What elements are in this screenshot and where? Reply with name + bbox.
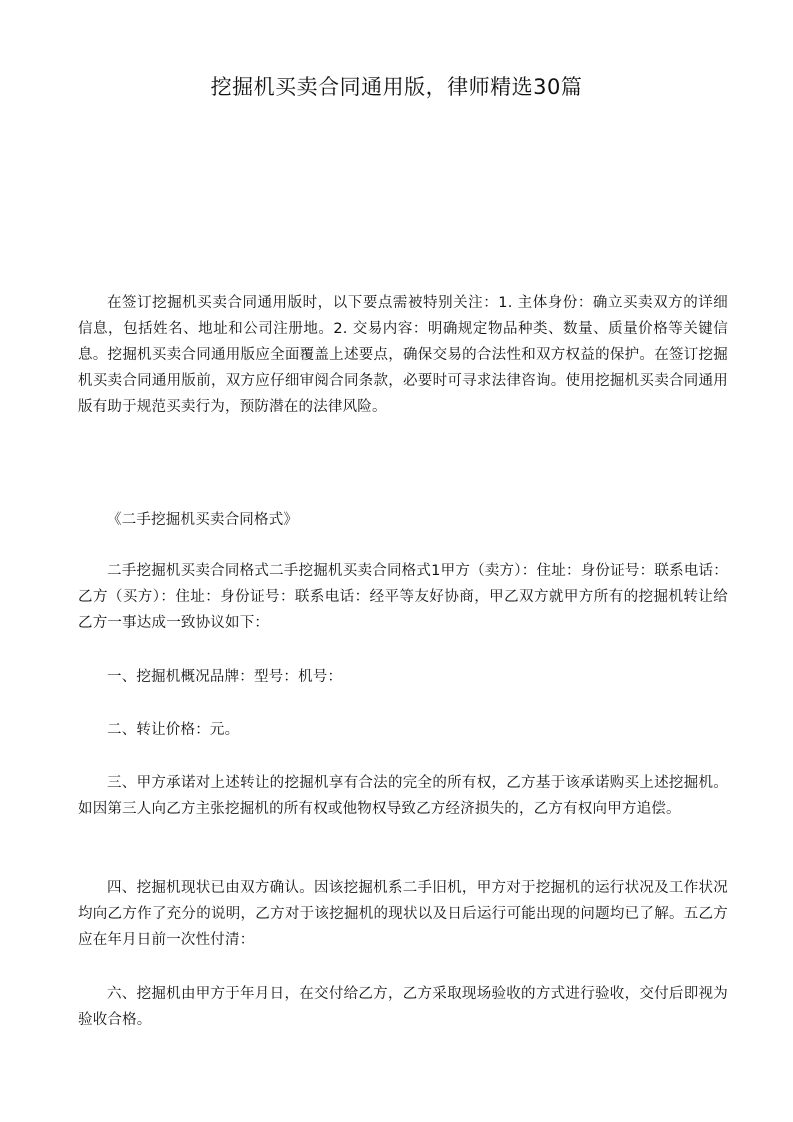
section-subtitle: 《二手挖掘机买卖合同格式》 (107, 512, 299, 528)
clause-4: 四、挖掘机现状已由双方确认。因该挖掘机系二手旧机，甲方对于挖掘机的运行状况及工作状况均向乙方作了充分的说明，乙方对于该挖掘机的现状以及日后运行可能出现的问题均已了解。五乙方应在年月日前一次性付清： (78, 880, 728, 948)
clause-6: 六、挖掘机由甲方于年月日，在交付给乙方，乙方采取现场验收的方式进行验收，交付后即视为验收合格。 (78, 986, 728, 1028)
clause-2: 二、转让价格：元。 (107, 722, 240, 738)
clause-1: 一、挖掘机概况品牌：型号：机号： (107, 669, 343, 685)
document-title: 挖掘机买卖合同通用版，律师精选30篇 (210, 75, 583, 99)
contract-preamble: 二手挖掘机买卖合同格式二手挖掘机买卖合同格式1甲方（卖方）：住址：身份证号：联系电话：乙方（买方）：住址：身份证号：联系电话：经平等友好协商，甲乙双方就甲方所有的挖掘机转让给乙方一事达成一致协议如下： (78, 563, 728, 631)
clause-3: 三、甲方承诺对上述转让的挖掘机享有合法的完全的所有权，乙方基于该承诺购买上述挖掘机。如因第三人向乙方主张挖掘机的所有权或他物权导致乙方经济损失的，乙方有权向甲方追偿。 (78, 775, 728, 817)
intro-paragraph: 在签订挖掘机买卖合同通用版时，以下要点需被特别关注：1. 主体身份：确立买卖双方的详细信息，包括姓名、地址和公司注册地。2. 交易内容：明确规定物品种类、数量、质量价格等关键信息。挖掘机买卖合同通用版应全面覆盖上述要点，确保交易的合法性和双方权益的保护。在签订挖掘机买卖合同通用版前，双方应仔细审阅合同条款，必要时可寻求法律咨询。使用挖掘机买卖合同通用版有助于规范买卖行为，预防潜在的法律风险。 (78, 295, 728, 415)
